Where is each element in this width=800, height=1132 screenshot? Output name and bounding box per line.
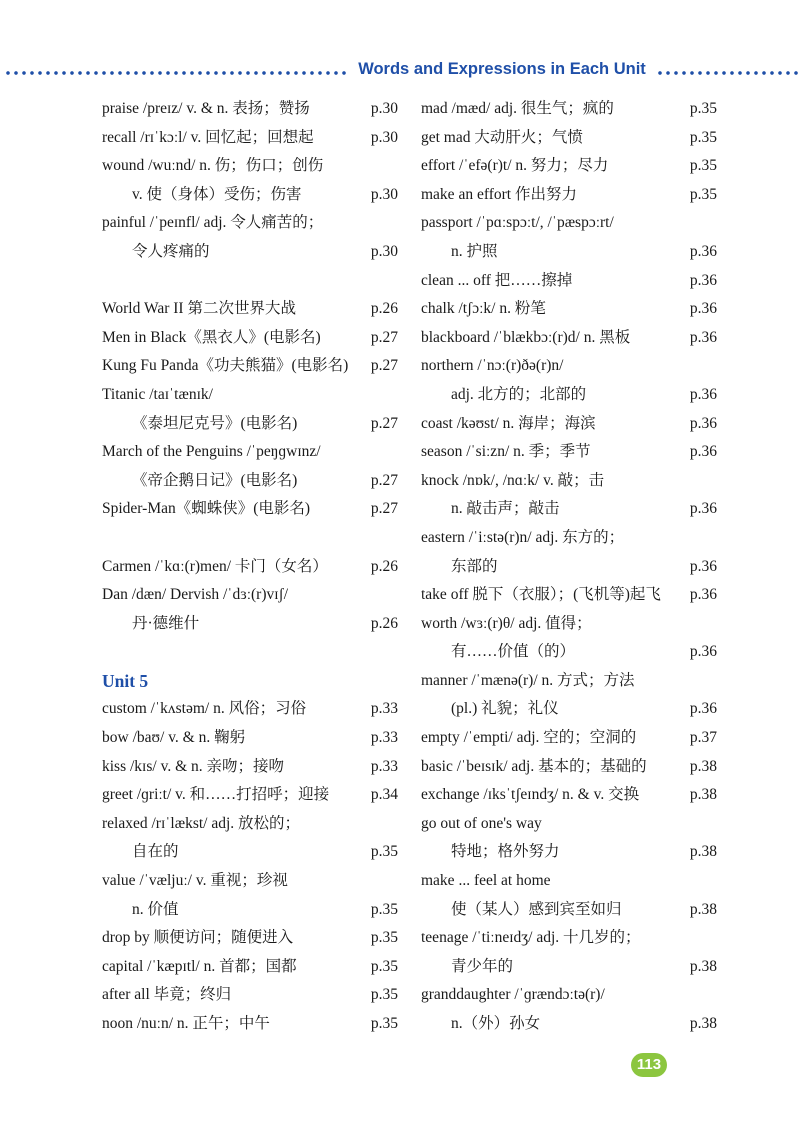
page-reference: p.36 <box>689 271 717 289</box>
entry-text: Dan /dæn/ Dervish /ˈdɜː(r)vɪʃ/ <box>102 586 289 604</box>
entry-text: 《帝企鹅日记》(电影名) <box>132 471 298 489</box>
vocab-entry <box>102 753 398 782</box>
vocab-entry <box>102 610 398 639</box>
vocab-entry <box>421 381 717 410</box>
right-column <box>421 95 717 1039</box>
page-reference: p.38 <box>689 900 717 918</box>
vocab-entry <box>102 724 398 753</box>
vocab-entry <box>102 553 398 582</box>
vocab-entry <box>102 924 398 953</box>
page-reference: p.27 <box>370 414 398 432</box>
page-reference: p.30 <box>370 185 398 203</box>
page-number-badge: 113 <box>631 1053 667 1077</box>
vocab-entry <box>102 810 398 839</box>
page-reference: p.35 <box>370 929 398 947</box>
entry-text: 令人疼痛的 <box>132 242 210 260</box>
entry-text: kiss /kɪs/ v. & n. 亲吻；接吻 <box>102 757 284 775</box>
page-reference: p.27 <box>370 357 398 375</box>
vocab-entry <box>102 467 398 496</box>
page-reference: p.27 <box>370 328 398 346</box>
page-reference: p.35 <box>370 1015 398 1032</box>
vocab-entry <box>102 124 398 153</box>
entry-text: value /ˈvæljuː/ v. 重视；珍视 <box>102 872 288 890</box>
vocab-entry <box>102 1010 398 1039</box>
entry-text: wound /wuːnd/ n. 伤；伤口；创伤 <box>102 157 324 175</box>
vocab-entry <box>421 695 717 724</box>
entry-text: worth /wɜː(r)θ/ adj. 值得； <box>421 614 592 632</box>
vocab-entry <box>421 724 717 753</box>
vocab-entry <box>421 581 717 610</box>
vocab-entry <box>421 267 717 296</box>
vocab-entry <box>102 981 398 1010</box>
vocab-entry <box>102 838 398 867</box>
vocab-entry <box>102 581 398 610</box>
entry-text: northern /ˈnɔː(r)ðə(r)n/ <box>421 357 564 375</box>
page-reference: p.30 <box>370 100 398 117</box>
vocab-entry <box>102 495 398 524</box>
entry-text: Men in Black《黑衣人》(电影名) <box>102 328 321 346</box>
entry-text: capital /ˈkæpɪtl/ n. 首都；国都 <box>102 957 297 975</box>
entry-text: custom /ˈkʌstəm/ n. 风俗；习俗 <box>102 700 307 718</box>
page-reference: p.33 <box>370 757 398 775</box>
page-reference: p.30 <box>370 242 398 260</box>
header-dotted-line-left <box>4 71 348 75</box>
entry-text: 有……价值（的） <box>451 643 576 661</box>
entry-text: noon /nuːn/ n. 正午；中午 <box>102 1015 270 1032</box>
vocab-entry <box>421 410 717 439</box>
entry-text: Spider-Man《蜘蛛侠》(电影名) <box>102 500 311 518</box>
entry-text: (pl.) 礼貌；礼仪 <box>451 700 559 718</box>
page-reference: p.35 <box>370 986 398 1004</box>
vocab-entry <box>102 295 398 324</box>
entry-text: World War II 第二次世界大战 <box>102 300 296 318</box>
entry-text: n. 价值 <box>132 900 179 918</box>
vocab-entry <box>421 524 717 553</box>
header-dotted-line-right <box>656 71 800 75</box>
entry-text: after all 毕竟；终归 <box>102 986 232 1004</box>
entry-text: praise /preɪz/ v. & n. 表扬；赞扬 <box>102 100 310 117</box>
vocab-entry <box>421 1010 717 1039</box>
entry-text: manner /ˈmænə(r)/ n. 方式；方法 <box>421 671 635 689</box>
vocab-entry <box>102 238 398 267</box>
vocab-entry <box>102 181 398 210</box>
spacer <box>102 638 398 667</box>
entry-text: knock /nɒk/, /nɑːk/ v. 敲；击 <box>421 471 605 489</box>
page-reference: p.33 <box>370 700 398 718</box>
entry-text: basic /ˈbeɪsɪk/ adj. 基本的；基础的 <box>421 757 647 775</box>
page-reference: p.36 <box>689 700 717 718</box>
page-reference: p.35 <box>370 843 398 861</box>
entry-text: Carmen /ˈkɑː(r)men/ 卡门（女名） <box>102 557 328 575</box>
page-reference: p.36 <box>689 500 717 518</box>
page-reference: p.36 <box>689 643 717 661</box>
entry-text: 使（某人）感到宾至如归 <box>451 900 622 918</box>
vocab-entry <box>102 867 398 896</box>
vocab-entry <box>421 553 717 582</box>
vocab-entry <box>421 638 717 667</box>
page-reference: p.36 <box>689 586 717 604</box>
entry-text: greet /ɡriːt/ v. 和……打招呼；迎接 <box>102 786 330 804</box>
vocab-entry <box>421 867 717 896</box>
entry-text: adj. 北方的；北部的 <box>451 385 587 403</box>
page-reference: p.38 <box>689 1015 717 1032</box>
vocab-entry <box>421 95 717 124</box>
entry-text: empty /ˈempti/ adj. 空的；空洞的 <box>421 729 637 747</box>
entry-text: Titanic /taɪˈtænɪk/ <box>102 385 213 403</box>
page-reference: p.36 <box>689 557 717 575</box>
vocab-entry <box>421 238 717 267</box>
entry-text: Unit 5 <box>102 670 149 691</box>
page-header <box>0 58 800 86</box>
entry-text: exchange /ɪksˈtʃeɪndʒ/ n. & v. 交换 <box>421 786 640 804</box>
entry-text: 自在的 <box>132 843 179 861</box>
page-reference: p.36 <box>689 242 717 260</box>
vocab-entry <box>102 95 398 124</box>
entry-text: 丹·德维什 <box>132 614 200 632</box>
vocab-entry <box>102 152 398 181</box>
entry-text: make an effort 作出努力 <box>421 185 577 203</box>
vocab-entry <box>421 781 717 810</box>
page-reference: p.38 <box>689 843 717 861</box>
page-reference: p.30 <box>370 128 398 146</box>
vocab-entry <box>102 438 398 467</box>
vocab-entry <box>102 781 398 810</box>
entry-text: n. 护照 <box>451 242 498 260</box>
vocab-entry <box>421 896 717 925</box>
page-reference: p.35 <box>689 100 717 117</box>
entry-text: bow /baʊ/ v. & n. 鞠躬 <box>102 729 246 747</box>
page-reference: p.36 <box>689 385 717 403</box>
vocab-entry <box>421 209 717 238</box>
vocab-entry <box>421 438 717 467</box>
page-reference: p.26 <box>370 557 398 575</box>
entry-text: get mad 大动肝火；气愤 <box>421 128 583 146</box>
page-reference: p.38 <box>689 957 717 975</box>
entry-text: n. 敲击声；敲击 <box>451 500 560 518</box>
entry-text: 《泰坦尼克号》(电影名) <box>132 414 298 432</box>
vocab-entry <box>102 953 398 982</box>
page-reference: p.26 <box>370 614 398 632</box>
vocab-entry <box>421 181 717 210</box>
page-reference: p.34 <box>370 786 398 804</box>
entry-text: coast /kəʊst/ n. 海岸；海滨 <box>421 414 596 432</box>
page-reference: p.35 <box>689 157 717 175</box>
vocab-entry <box>102 896 398 925</box>
entry-text: drop by 顺便访问；随便进入 <box>102 929 294 947</box>
vocab-entry <box>421 467 717 496</box>
entry-text: March of the Penguins /ˈpeŋɡwɪnz/ <box>102 443 321 461</box>
vocab-entry <box>421 753 717 782</box>
vocab-entry <box>421 152 717 181</box>
page-reference: p.36 <box>689 328 717 346</box>
entry-text: 青少年的 <box>451 957 514 975</box>
vocab-entry <box>102 410 398 439</box>
page-reference: p.37 <box>689 729 717 747</box>
entry-text: chalk /tʃɔːk/ n. 粉笔 <box>421 300 546 318</box>
entry-text: take off 脱下（衣服）；(飞机等)起飞 <box>421 586 661 604</box>
vocab-entry <box>421 953 717 982</box>
entry-text: n.（外）孙女 <box>451 1015 541 1032</box>
entry-text: 特地；格外努力 <box>451 843 560 861</box>
vocab-entry <box>421 610 717 639</box>
entry-text: painful /ˈpeɪnfl/ adj. 令人痛苦的； <box>102 214 324 232</box>
entry-text: clean ... off 把……擦掉 <box>421 271 573 289</box>
entry-text: recall /rɪˈkɔːl/ v. 回忆起；回想起 <box>102 128 314 146</box>
spacer <box>102 267 398 296</box>
entry-text: season /ˈsiːzn/ n. 季；季节 <box>421 443 591 461</box>
vocab-entry <box>421 667 717 696</box>
vocab-entry <box>421 810 717 839</box>
page-reference: p.35 <box>370 900 398 918</box>
page-reference: p.27 <box>370 500 398 518</box>
entry-text: teenage /ˈtiːneɪdʒ/ adj. 十几岁的； <box>421 929 641 947</box>
vocab-entry <box>102 324 398 353</box>
header-title: Words and Expressions in Each Unit <box>358 60 646 78</box>
entry-text: Kung Fu Panda《功夫熊猫》(电影名) <box>102 357 349 375</box>
page-reference: p.36 <box>689 414 717 432</box>
page-reference: p.33 <box>370 729 398 747</box>
page-reference: p.35 <box>689 128 717 146</box>
entry-text: blackboard /ˈblækbɔː(r)d/ n. 黑板 <box>421 328 631 346</box>
page-reference: p.26 <box>370 300 398 318</box>
vocab-entry <box>421 124 717 153</box>
vocab-entry <box>421 838 717 867</box>
entry-text: 东部的 <box>451 557 498 575</box>
entry-text: go out of one's way <box>421 814 542 832</box>
left-column <box>102 95 398 1039</box>
entry-text: granddaughter /ˈɡrændɔːtə(r)/ <box>421 986 605 1004</box>
entry-text: effort /ˈefə(r)t/ n. 努力；尽力 <box>421 157 609 175</box>
entry-text: eastern /ˈiːstə(r)n/ adj. 东方的； <box>421 528 625 546</box>
entry-text: passport /ˈpɑːspɔːt/, /ˈpæspɔːrt/ <box>421 214 614 232</box>
vocab-entry <box>421 981 717 1010</box>
vocab-entry <box>421 495 717 524</box>
page-reference: p.38 <box>689 786 717 804</box>
entry-text: make ... feel at home <box>421 872 551 890</box>
entry-text: mad /mæd/ adj. 很生气；疯的 <box>421 100 614 117</box>
page-reference: p.36 <box>689 443 717 461</box>
vocab-entry <box>421 924 717 953</box>
vocab-entry <box>421 324 717 353</box>
page-reference: p.27 <box>370 471 398 489</box>
vocab-entry <box>421 295 717 324</box>
page-reference: p.36 <box>689 300 717 318</box>
vocab-entry <box>421 352 717 381</box>
vocab-entry <box>102 209 398 238</box>
vocab-entry <box>102 695 398 724</box>
vocab-entry <box>102 352 398 381</box>
spacer <box>102 524 398 553</box>
page-reference: p.35 <box>370 957 398 975</box>
unit-heading <box>102 667 398 696</box>
vocab-entry <box>102 381 398 410</box>
page-reference: p.35 <box>689 185 717 203</box>
entry-text: v. 使（身体）受伤；伤害 <box>132 185 302 203</box>
entry-text: relaxed /rɪˈlækst/ adj. 放松的； <box>102 814 301 832</box>
page-reference: p.38 <box>689 757 717 775</box>
